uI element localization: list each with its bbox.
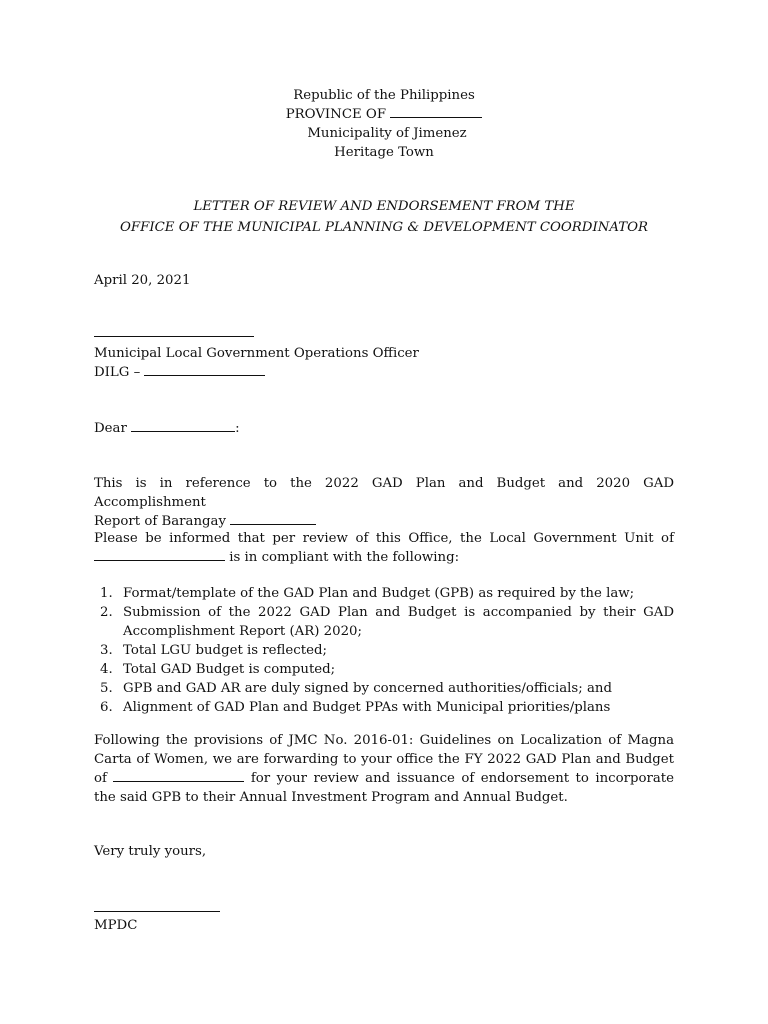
letterhead-municipality: Municipality of Jimenez bbox=[307, 126, 467, 141]
requirement-number: 4. bbox=[100, 662, 113, 677]
closing: Very truly yours, bbox=[94, 844, 207, 859]
paragraph-compliance-line-1 bbox=[94, 529, 674, 548]
forwarding-text-1: Following the provisions of JMC No. 2016-01: Guidelines on Localization of Magna Carta of Women, we are forwarding to your office the FY 2022 GAD Plan and Budget of bbox=[94, 733, 674, 786]
compliance-suffix: is in compliant with the following: bbox=[225, 550, 460, 565]
title-line-1: LETTER OF REVIEW AND ENDORSEMENT FROM THE bbox=[193, 199, 575, 214]
requirement-number: 2. bbox=[100, 605, 113, 620]
salutation-blank bbox=[131, 420, 235, 432]
paragraph-compliance-text: Please be informed that per review of this Office, the Local Government Unit of bbox=[94, 531, 674, 546]
recipient-name-blank bbox=[94, 336, 254, 337]
recipient-position: Municipal Local Government Operations Officer bbox=[94, 346, 419, 361]
requirement-text: GPB and GAD AR are duly signed by concerned authorities/officials; and bbox=[123, 681, 612, 696]
requirement-number: 1. bbox=[100, 586, 113, 601]
recipient-block bbox=[94, 336, 674, 382]
signature-block bbox=[94, 898, 674, 935]
requirement-text: Format/template of the GAD Plan and Budget (GPB) as required by the law; bbox=[123, 586, 635, 601]
requirement-text: Alignment of GAD Plan and Budget PPAs with Municipal priorities/plans bbox=[123, 700, 611, 715]
requirement-item bbox=[94, 660, 674, 679]
letterhead-heritage: Heritage Town bbox=[334, 145, 434, 160]
paragraph-forwarding-body bbox=[94, 731, 674, 807]
province-label: PROVINCE OF bbox=[285, 107, 387, 122]
recipient-agency bbox=[94, 363, 674, 382]
requirement-item bbox=[94, 603, 674, 641]
requirement-text: Total LGU budget is reflected; bbox=[123, 643, 327, 658]
paragraph-forwarding bbox=[94, 731, 674, 807]
barangay-label: Report of Barangay bbox=[94, 514, 226, 529]
forwarding-text-2: for your review and issuance of endorsement to incorporate the said GPB to their Annual Investment Program and Annual Budget. bbox=[94, 771, 674, 805]
requirement-number: 3. bbox=[100, 643, 113, 658]
requirement-item bbox=[94, 641, 674, 660]
requirement-item bbox=[94, 679, 674, 698]
requirement-item bbox=[94, 584, 674, 603]
paragraph-reference-text: This is in reference to the 2022 GAD Plan and Budget and 2020 GAD Accomplishment bbox=[94, 476, 674, 510]
letterhead bbox=[0, 86, 768, 162]
paragraph-reference-line-1 bbox=[94, 474, 674, 512]
requirement-number: 5. bbox=[100, 681, 113, 696]
requirements-list bbox=[94, 584, 674, 717]
requirement-text: Total GAD Budget is computed; bbox=[123, 662, 336, 677]
recipient-agency-blank bbox=[144, 364, 265, 376]
salutation bbox=[94, 419, 674, 438]
salutation-colon: : bbox=[235, 421, 240, 436]
signatory-title: MPDC bbox=[94, 918, 138, 933]
letter-title bbox=[0, 196, 768, 238]
letterhead-province bbox=[0, 105, 768, 124]
signature-line bbox=[94, 911, 220, 912]
paragraph-compliance bbox=[94, 529, 674, 567]
salutation-prefix: Dear bbox=[94, 421, 127, 436]
requirement-text: Submission of the 2022 GAD Plan and Budget is accompanied by their GAD Accomplishment Report (AR) 2020; bbox=[123, 605, 674, 639]
paragraph-reference bbox=[94, 474, 674, 531]
lgu-blank bbox=[94, 549, 225, 561]
letter-date: April 20, 2021 bbox=[94, 273, 191, 288]
title-line-2: OFFICE OF THE MUNICIPAL PLANNING & DEVELOPMENT COORDINATOR bbox=[119, 220, 649, 235]
recipient-agency-label: DILG – bbox=[94, 365, 141, 380]
barangay-blank bbox=[230, 513, 316, 525]
paragraph-compliance-line-2 bbox=[94, 548, 674, 567]
requirements-ordered-list bbox=[94, 584, 674, 717]
province-blank bbox=[390, 106, 482, 118]
requirement-number: 6. bbox=[100, 700, 113, 715]
requirement-item bbox=[94, 698, 674, 717]
forwarding-lgu-blank bbox=[113, 770, 244, 782]
letterhead-republic: Republic of the Philippines bbox=[293, 88, 475, 103]
